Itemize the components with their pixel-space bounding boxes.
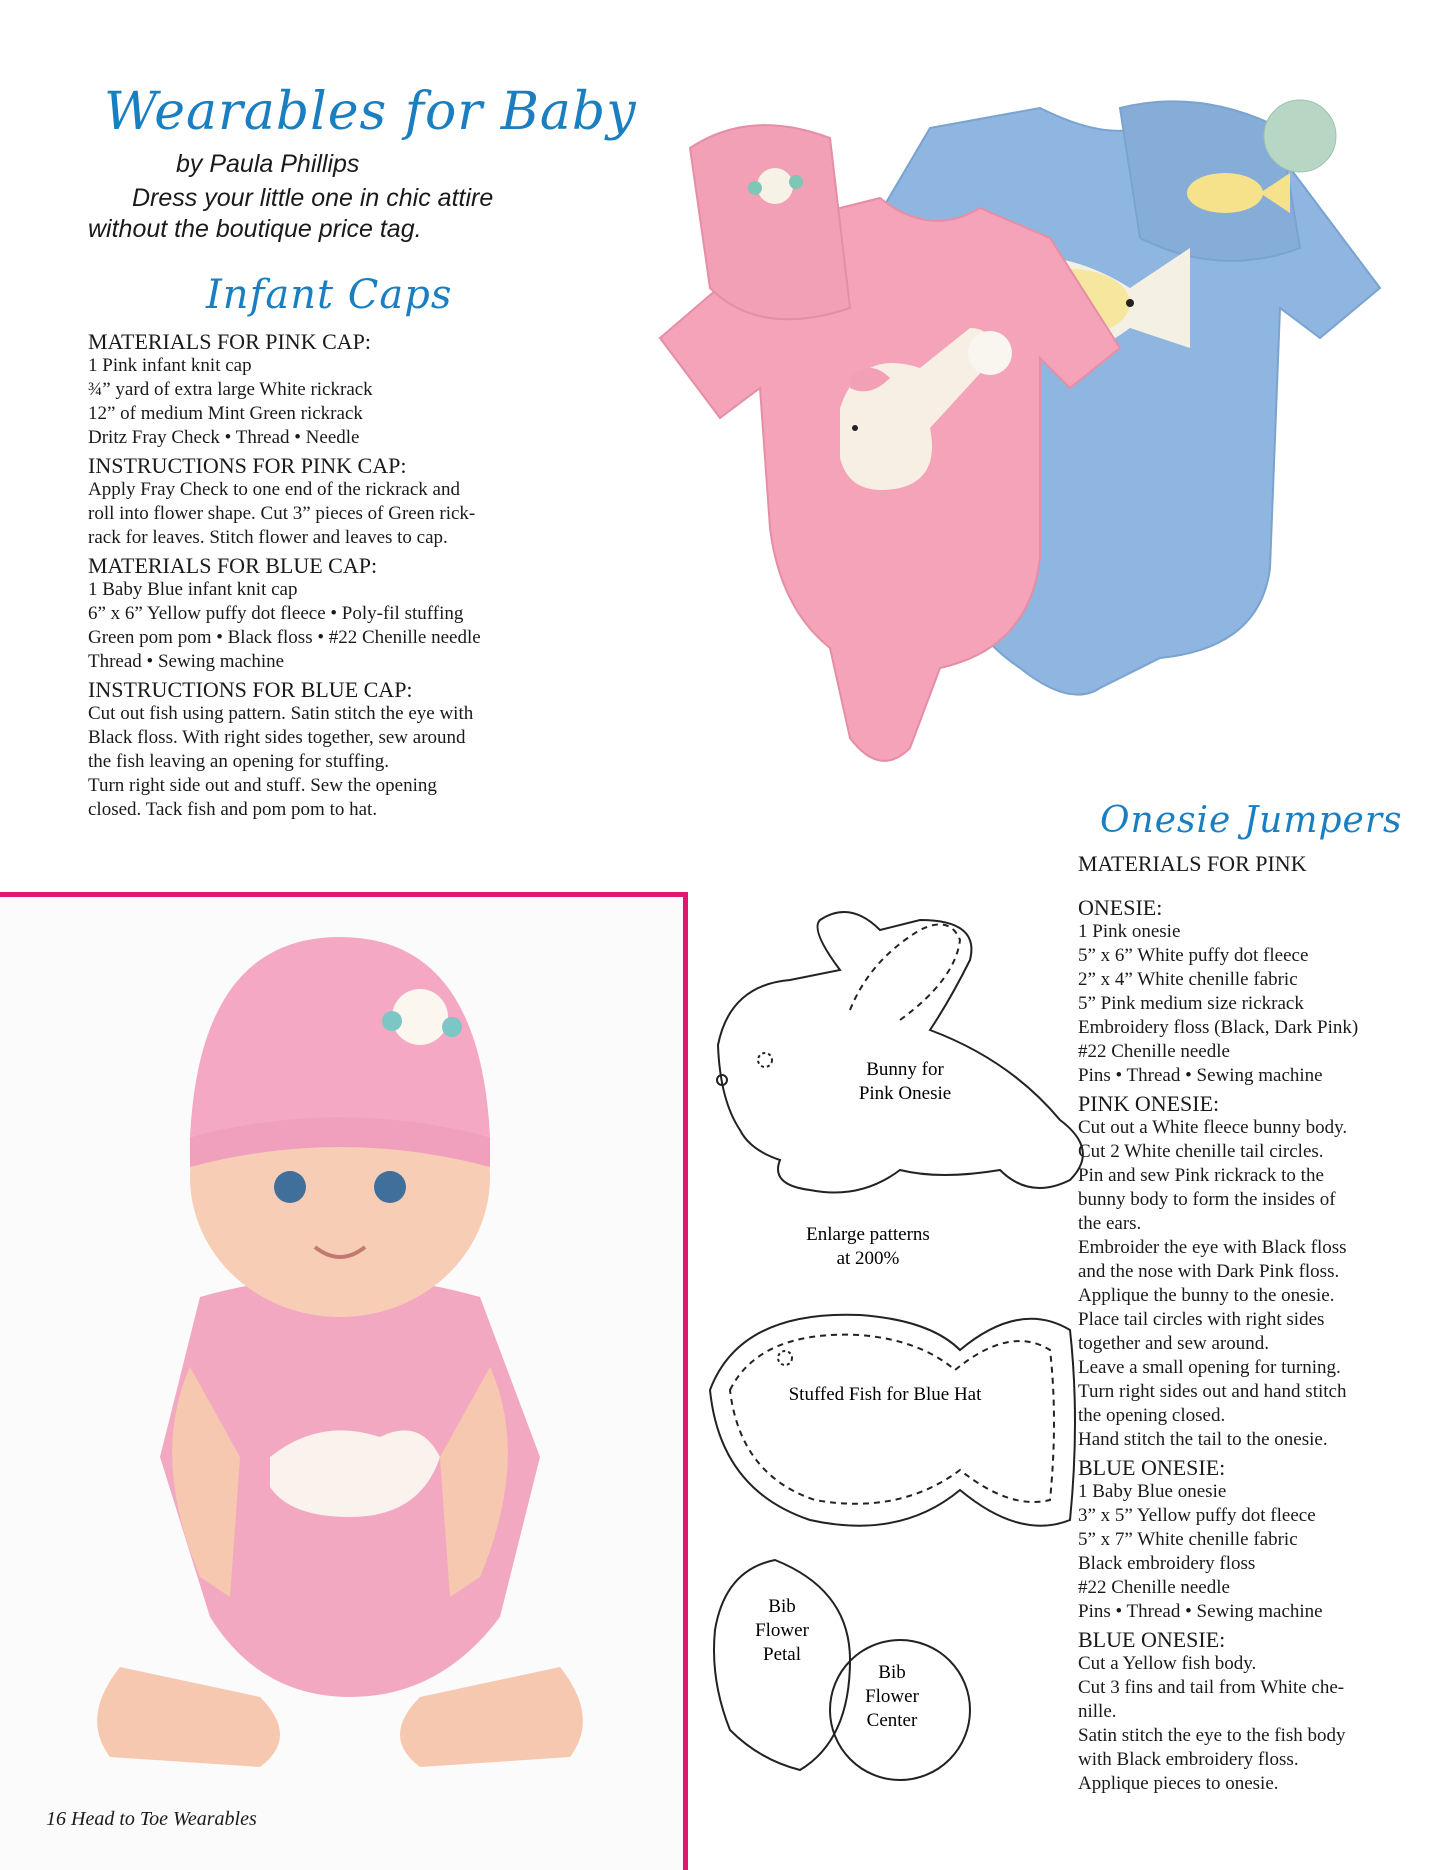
pink-cap-instructions-head: INSTRUCTIONS FOR PINK CAP: <box>88 453 407 478</box>
baby-illustration <box>0 897 683 1870</box>
bunny-label-1: Bunny for <box>866 1059 944 1080</box>
enlarge-note-2: at 200% <box>836 1248 900 1269</box>
pink-onesie-instructions <box>1078 1116 1398 1452</box>
byline: by Paula Phillips <box>176 150 360 178</box>
list-item: Dritz Fray Check • Thread • Needle <box>88 427 360 448</box>
list-item: Hand stitch the tail to the onesie. <box>1078 1429 1328 1450</box>
pink-cap-materials <box>88 354 548 450</box>
list-item: 1 Pink infant knit cap <box>88 355 252 376</box>
list-item: Cut 3 fins and tail from White che- <box>1078 1677 1345 1698</box>
list-item: Green pom pom • Black floss • #22 Chenille needle <box>88 627 481 648</box>
list-item: Black floss. With right sides together, sew around <box>88 727 466 748</box>
list-item: Place tail circles with right sides <box>1078 1309 1325 1330</box>
center-label-3: Center <box>866 1710 918 1731</box>
page-title: Wearables for Baby <box>104 82 637 142</box>
list-item: Pin and sew Pink rickrack to the <box>1078 1165 1324 1186</box>
petal-label-2: Flower <box>755 1620 809 1641</box>
blue-cap-materials-head: MATERIALS FOR BLUE CAP: <box>88 553 378 578</box>
bunny-ear-stitch-line <box>850 924 960 1020</box>
list-item: #22 Chenille needle <box>1078 1577 1230 1598</box>
list-item: Turn right sides out and hand stitch <box>1078 1381 1347 1402</box>
list-item: nille. <box>1078 1701 1117 1722</box>
list-item: the fish leaving an opening for stuffing. <box>88 751 389 772</box>
list-item: Embroider the eye with Black floss <box>1078 1237 1347 1258</box>
fish-eye-mark <box>778 1351 792 1365</box>
list-item: the opening closed. <box>1078 1405 1226 1426</box>
list-item: 6” x 6” Yellow puffy dot fleece • Poly-fil stuffing <box>88 603 464 624</box>
list-item: Black embroidery floss <box>1078 1553 1256 1574</box>
pink-onesie-instructions-head: PINK ONESIE: <box>1078 1091 1220 1116</box>
blue-onesie-materials <box>1078 1480 1398 1624</box>
list-item: 3” x 5” Yellow puffy dot fleece <box>1078 1505 1316 1526</box>
list-item: Apply Fray Check to one end of the rickrack and <box>88 479 460 500</box>
pink-onesie-materials-head-2: ONESIE: <box>1078 895 1163 920</box>
center-label-1: Bib <box>878 1662 906 1683</box>
list-item: Applique the bunny to the onesie. <box>1078 1285 1335 1306</box>
infant-caps-title: Infant Caps <box>206 272 453 318</box>
list-item: #22 Chenille needle <box>1078 1041 1230 1062</box>
pink-cap-materials-head: MATERIALS FOR PINK CAP: <box>88 329 371 354</box>
list-item: roll into flower shape. Cut 3” pieces of Green rick- <box>88 503 476 524</box>
list-item: Cut out fish using pattern. Satin stitch the eye with <box>88 703 474 724</box>
pink-onesie-materials <box>1078 920 1398 1088</box>
list-item: with Black embroidery floss. <box>1078 1749 1299 1770</box>
list-item: and the nose with Dark Pink floss. <box>1078 1261 1340 1282</box>
page-footer: 16 Head to Toe Wearables <box>46 1808 257 1830</box>
list-item: 5” x 7” White chenille fabric <box>1078 1529 1298 1550</box>
bunny-pattern-outline <box>718 912 1083 1193</box>
list-item: Cut 2 White chenille tail circles. <box>1078 1141 1324 1162</box>
baby-photo <box>0 892 688 1870</box>
bunny-eye-mark <box>758 1053 772 1067</box>
list-item: Pins • Thread • Sewing machine <box>1078 1065 1323 1086</box>
list-item: bunny body to form the insides of <box>1078 1189 1336 1210</box>
pink-cap-instructions <box>88 478 548 550</box>
blue-cap-materials <box>88 578 548 674</box>
bunny-label-2: Pink Onesie <box>858 1083 952 1104</box>
list-item: rack for leaves. Stitch flower and leaves to cap. <box>88 527 448 548</box>
petal-label-3: Petal <box>763 1644 801 1665</box>
list-item: Cut out a White fleece bunny body. <box>1078 1117 1348 1138</box>
fish-label: Stuffed Fish for Blue Hat <box>788 1384 982 1405</box>
list-item: 2” x 4” White chenille fabric <box>1078 969 1298 990</box>
blue-onesie-instructions-head: BLUE ONESIE: <box>1078 1627 1226 1652</box>
list-item: 12” of medium Mint Green rickrack <box>88 403 363 424</box>
list-item: the ears. <box>1078 1213 1142 1234</box>
blue-onesie-instructions <box>1078 1652 1398 1796</box>
list-item: 5” Pink medium size rickrack <box>1078 993 1304 1014</box>
blue-cap-instructions-head: INSTRUCTIONS FOR BLUE CAP: <box>88 677 413 702</box>
list-item: together and sew around. <box>1078 1333 1269 1354</box>
tagline <box>88 183 588 245</box>
fish-pattern-outline <box>710 1315 1075 1526</box>
list-item: Satin stitch the eye to the fish body <box>1078 1725 1346 1746</box>
list-item: closed. Tack fish and pom pom to hat. <box>88 799 378 820</box>
infant-caps-section <box>88 330 548 826</box>
enlarge-note-1: Enlarge patterns <box>806 1224 930 1245</box>
list-item: Applique pieces to onesie. <box>1078 1773 1279 1794</box>
list-item: 1 Pink onesie <box>1078 921 1181 942</box>
center-label-2: Flower <box>865 1686 919 1707</box>
tagline-line-2: without the boutique price tag. <box>88 215 422 243</box>
list-item: Pins • Thread • Sewing machine <box>1078 1601 1323 1622</box>
blue-cap-instructions <box>88 702 548 822</box>
petal-label-1: Bib <box>768 1596 796 1617</box>
petal-pattern-outline <box>714 1560 850 1770</box>
blue-onesie-materials-head: BLUE ONESIE: <box>1078 1455 1226 1480</box>
tagline-line-1: Dress your little one in chic attire <box>132 184 494 212</box>
list-item: Cut a Yellow fish body. <box>1078 1653 1257 1674</box>
onesie-jumpers-section <box>1078 852 1398 1796</box>
list-item: Leave a small opening for turning. <box>1078 1357 1341 1378</box>
onesies-photo <box>600 88 1420 818</box>
list-item: 1 Baby Blue onesie <box>1078 1481 1227 1502</box>
list-item: ¾” yard of extra large White rickrack <box>88 379 373 400</box>
list-item: Embroidery floss (Black, Dark Pink) <box>1078 1017 1359 1038</box>
list-item: 5” x 6” White puffy dot fleece <box>1078 945 1309 966</box>
onesie-jumpers-title: Onesie Jumpers <box>1100 800 1403 841</box>
pink-onesie-materials-head-1: MATERIALS FOR PINK <box>1078 851 1307 876</box>
list-item: 1 Baby Blue infant knit cap <box>88 579 298 600</box>
list-item: Turn right side out and stuff. Sew the opening <box>88 775 437 796</box>
list-item: Thread • Sewing machine <box>88 651 285 672</box>
